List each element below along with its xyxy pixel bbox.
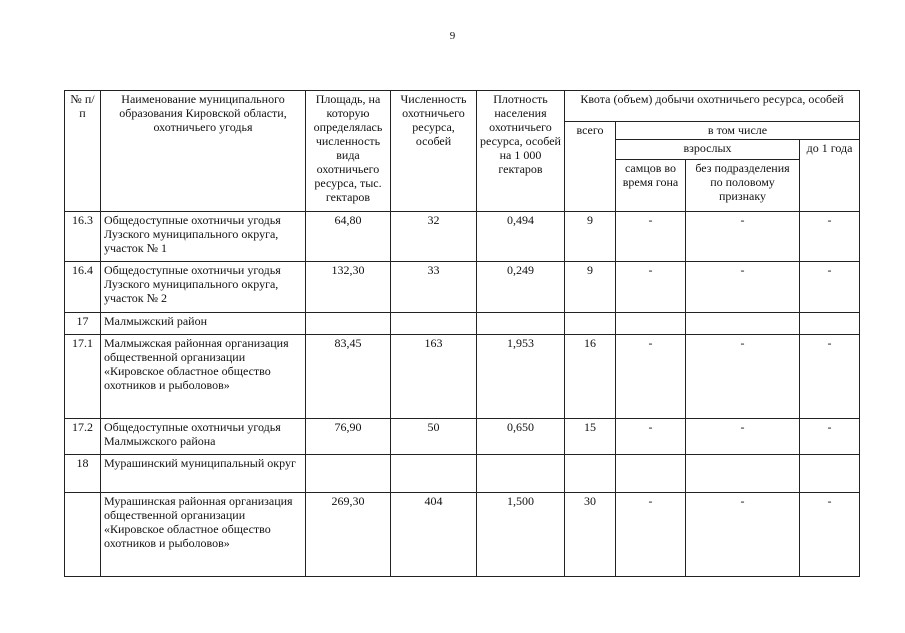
row-count: 32 <box>391 212 477 262</box>
row-num <box>65 493 101 577</box>
row-nosex: - <box>686 335 800 419</box>
row-total: 30 <box>565 493 616 577</box>
row-density <box>477 455 565 493</box>
row-num: 16.3 <box>65 212 101 262</box>
table-row <box>65 493 860 577</box>
row-num: 17 <box>65 313 101 335</box>
row-young: - <box>800 335 860 419</box>
row-density <box>477 313 565 335</box>
header-count: Численность охотничьего ресурса, особей <box>391 91 477 212</box>
row-nosex: - <box>686 212 800 262</box>
table-row <box>65 262 860 313</box>
row-area: 83,45 <box>306 335 391 419</box>
row-name: Общедоступные охотничьи угодья Лузского муниципального округа, участок № 1 <box>101 212 306 262</box>
row-nosex: - <box>686 419 800 455</box>
row-density: 0,249 <box>477 262 565 313</box>
quota-table <box>64 90 860 577</box>
row-males: - <box>616 335 686 419</box>
row-young <box>800 313 860 335</box>
page-number: 9 <box>449 30 456 42</box>
table-row <box>65 455 860 493</box>
row-num: 17.1 <box>65 335 101 419</box>
row-density: 1,500 <box>477 493 565 577</box>
header-row-1 <box>65 91 860 122</box>
row-nosex: - <box>686 262 800 313</box>
row-area: 132,30 <box>306 262 391 313</box>
table-row <box>65 335 860 419</box>
row-area: 269,30 <box>306 493 391 577</box>
header-num: № п/п <box>65 91 101 212</box>
header-under-one: до 1 года <box>800 140 860 212</box>
row-count: 50 <box>391 419 477 455</box>
row-name: Мурашинская районная организация общественной организации «Кировское областное общество охотников и рыболовов» <box>101 493 306 577</box>
table-row <box>65 313 860 335</box>
header-total: всего <box>565 122 616 212</box>
row-young <box>800 455 860 493</box>
row-total: 9 <box>565 262 616 313</box>
header-males-rut: самцов во время гона <box>616 160 686 212</box>
row-area: 64,80 <box>306 212 391 262</box>
row-area <box>306 313 391 335</box>
header-area: Площадь, на которую определялась численность вида охотничьего ресурса, тыс. гектаров <box>306 91 391 212</box>
header-name: Наименование муниципального образования Кировской области, охотничьего угодья <box>101 91 306 212</box>
row-young: - <box>800 212 860 262</box>
row-density: 1,953 <box>477 335 565 419</box>
header-density: Плотность населения охотничьего ресурса, особей на 1 000 гектаров <box>477 91 565 212</box>
row-name: Общедоступные охотничьи угодья Лузского муниципального округа, участок № 2 <box>101 262 306 313</box>
row-total: 15 <box>565 419 616 455</box>
row-total <box>565 313 616 335</box>
row-nosex <box>686 313 800 335</box>
row-males <box>616 455 686 493</box>
header-including: в том числе <box>616 122 860 140</box>
row-young: - <box>800 262 860 313</box>
row-males <box>616 313 686 335</box>
row-males: - <box>616 212 686 262</box>
row-num: 16.4 <box>65 262 101 313</box>
row-males: - <box>616 493 686 577</box>
header-quota: Квота (объем) добычи охотничьего ресурса, особей <box>565 91 860 122</box>
row-density: 0,650 <box>477 419 565 455</box>
table-row <box>65 212 860 262</box>
row-name: Малмыжская районная организация общественной организации «Кировское областное общество охотников и рыболовов» <box>101 335 306 419</box>
table-row <box>65 419 860 455</box>
row-total <box>565 455 616 493</box>
header-no-sex: без подразделения по половому признаку <box>686 160 800 212</box>
header-adults: взрослых <box>616 140 800 160</box>
row-density: 0,494 <box>477 212 565 262</box>
row-nosex: - <box>686 493 800 577</box>
row-nosex <box>686 455 800 493</box>
row-males: - <box>616 262 686 313</box>
row-name: Мурашинский муниципальный округ <box>101 455 306 493</box>
row-total: 16 <box>565 335 616 419</box>
row-area: 76,90 <box>306 419 391 455</box>
row-count: 163 <box>391 335 477 419</box>
row-count: 33 <box>391 262 477 313</box>
row-males: - <box>616 419 686 455</box>
row-num: 17.2 <box>65 419 101 455</box>
row-count: 404 <box>391 493 477 577</box>
row-area <box>306 455 391 493</box>
row-num: 18 <box>65 455 101 493</box>
row-name: Малмыжский район <box>101 313 306 335</box>
row-young: - <box>800 493 860 577</box>
row-count <box>391 313 477 335</box>
row-name: Общедоступные охотничьи угодья Малмыжского района <box>101 419 306 455</box>
row-total: 9 <box>565 212 616 262</box>
row-count <box>391 455 477 493</box>
row-young: - <box>800 419 860 455</box>
